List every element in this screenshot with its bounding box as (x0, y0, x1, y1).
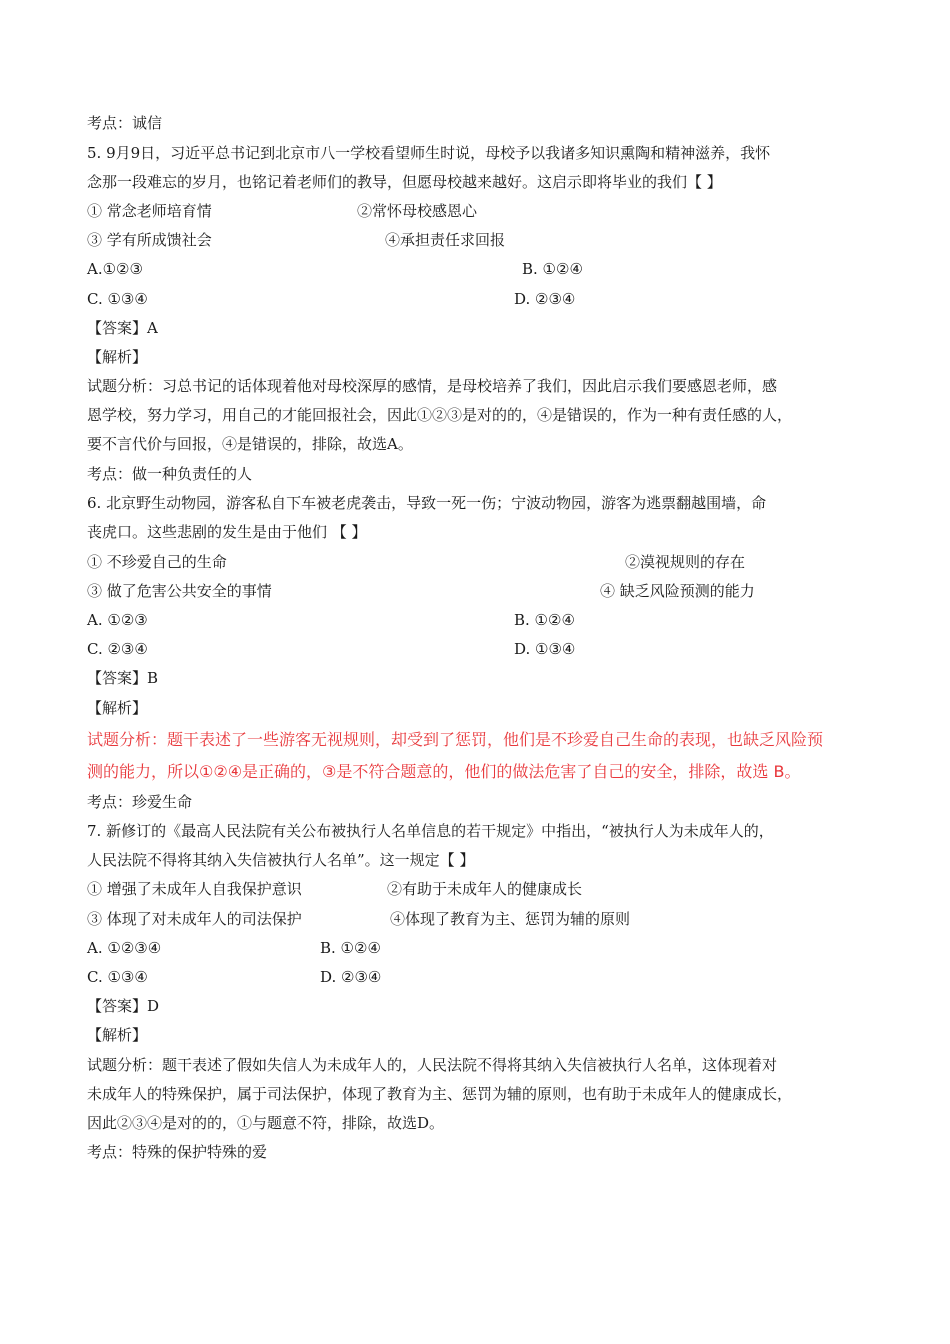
q6-kaodian: 考点：珍爱生命 (87, 793, 193, 811)
q6-jiexi-heading: 【解析】 (87, 699, 148, 717)
q5-item-1: ① 常念老师培育情 (87, 202, 212, 220)
q5-option-a: A.①②③ (87, 260, 143, 278)
q7-jiexi-heading: 【解析】 (87, 1026, 148, 1044)
q7-option-d: D. ②③④ (320, 968, 382, 986)
q6-stem-line-2: 丧虎口。这些悲剧的发生是由于他们 【 】 (87, 523, 367, 541)
q5-item-3: ③ 学有所成馈社会 (87, 231, 212, 249)
q5-stem-line-2: 念那一段难忘的岁月，也铭记着老师们的教导，但愿母校越来越好。这启示即将毕业的我们【 】 (87, 173, 722, 191)
q7-option-c: C. ①③④ (87, 968, 148, 986)
q6-option-a: A. ①②③ (87, 611, 148, 629)
q6-analysis-line-2: 测的能力，所以①②④是正确的，③是不符合题意的，他们的做法危害了自己的安全，排除，故选 B。 (87, 762, 801, 781)
q7-option-b: B. ①②④ (320, 939, 381, 957)
q5-item-2: ②常怀母校感恩心 (357, 202, 478, 220)
q7-item-4: ④体现了教育为主、惩罚为辅的原则 (390, 910, 631, 928)
q7-kaodian: 考点：特殊的保护特殊的爱 (87, 1143, 268, 1161)
q6-answer: 【答案】B (87, 669, 159, 687)
q6-item-4: ④ 缺乏风险预测的能力 (600, 582, 755, 600)
q7-answer: 【答案】D (87, 997, 160, 1015)
q6-item-2: ②漠视规则的存在 (625, 553, 746, 571)
q6-option-b: B. ①②④ (514, 611, 575, 629)
q7-option-a: A. ①②③④ (87, 939, 162, 957)
q7-analysis-line-3: 因此②③④是对的的，①与题意不符，排除，故选D。 (87, 1114, 445, 1132)
q7-item-2: ②有助于未成年人的健康成长 (387, 880, 583, 898)
q5-option-c: C. ①③④ (87, 290, 148, 308)
q5-analysis-line-1: 试题分析：习总书记的话体现着他对母校深厚的感情，是母校培养了我们，因此启示我们要感恩老师，感 (87, 377, 778, 395)
q4-kaodian: 考点：诚信 (87, 114, 163, 132)
q5-item-4: ④承担责任求回报 (385, 231, 506, 249)
q5-analysis-line-3: 要不言代价与回报，④是错误的，排除，故选A。 (87, 435, 413, 453)
q7-item-3: ③ 体现了对未成年人的司法保护 (87, 910, 302, 928)
q6-stem-line-1: 6. 北京野生动物园，游客私自下车被老虎袭击，导致一死一伤；宁波动物园，游客为逃票翻越围墙，命 (87, 494, 767, 512)
q5-analysis-line-2: 恩学校，努力学习，用自己的才能回报社会，因此①②③是对的的，④是错误的，作为一种有责任感的人， (87, 406, 793, 424)
q5-answer: 【答案】A (87, 319, 158, 337)
q6-item-3: ③ 做了危害公共安全的事情 (87, 582, 272, 600)
q6-item-1: ① 不珍爱自己的生命 (87, 553, 227, 571)
q5-option-b: B. ①②④ (522, 260, 583, 278)
q6-option-c: C. ②③④ (87, 640, 148, 658)
q7-analysis-line-1: 试题分析：题干表述了假如失信人为未成年人的，人民法院不得将其纳入失信被执行人名单，这体现着对 (87, 1056, 778, 1074)
q7-stem-line-2: 人民法院不得将其纳入失信被执行人名单”。这一规定【 】 (87, 851, 475, 869)
q7-item-1: ① 增强了未成年人自我保护意识 (87, 880, 302, 898)
q5-kaodian: 考点：做一种负责任的人 (87, 465, 253, 483)
q5-option-d: D. ②③④ (514, 290, 576, 308)
q6-option-d: D. ①③④ (514, 640, 576, 658)
q7-analysis-line-2: 未成年人的特殊保护，属于司法保护，体现了教育为主、惩罚为辅的原则，也有助于未成年人的健康成长， (87, 1085, 793, 1103)
q5-jiexi-heading: 【解析】 (87, 348, 148, 366)
q7-stem-line-1: 7. 新修订的《最高人民法院有关公布被执行人名单信息的若干规定》中指出，“被执行人为未成年人的， (87, 822, 774, 840)
q5-stem-line-1: 5. 9月9日，习近平总书记到北京市八一学校看望师生时说，母校予以我诸多知识熏陶和精神滋养，我怀 (87, 144, 771, 162)
q6-analysis-line-1: 试题分析：题干表述了一些游客无视规则，却受到了惩罚，他们是不珍爱自己生命的表现，也缺乏风险预 (87, 730, 824, 749)
